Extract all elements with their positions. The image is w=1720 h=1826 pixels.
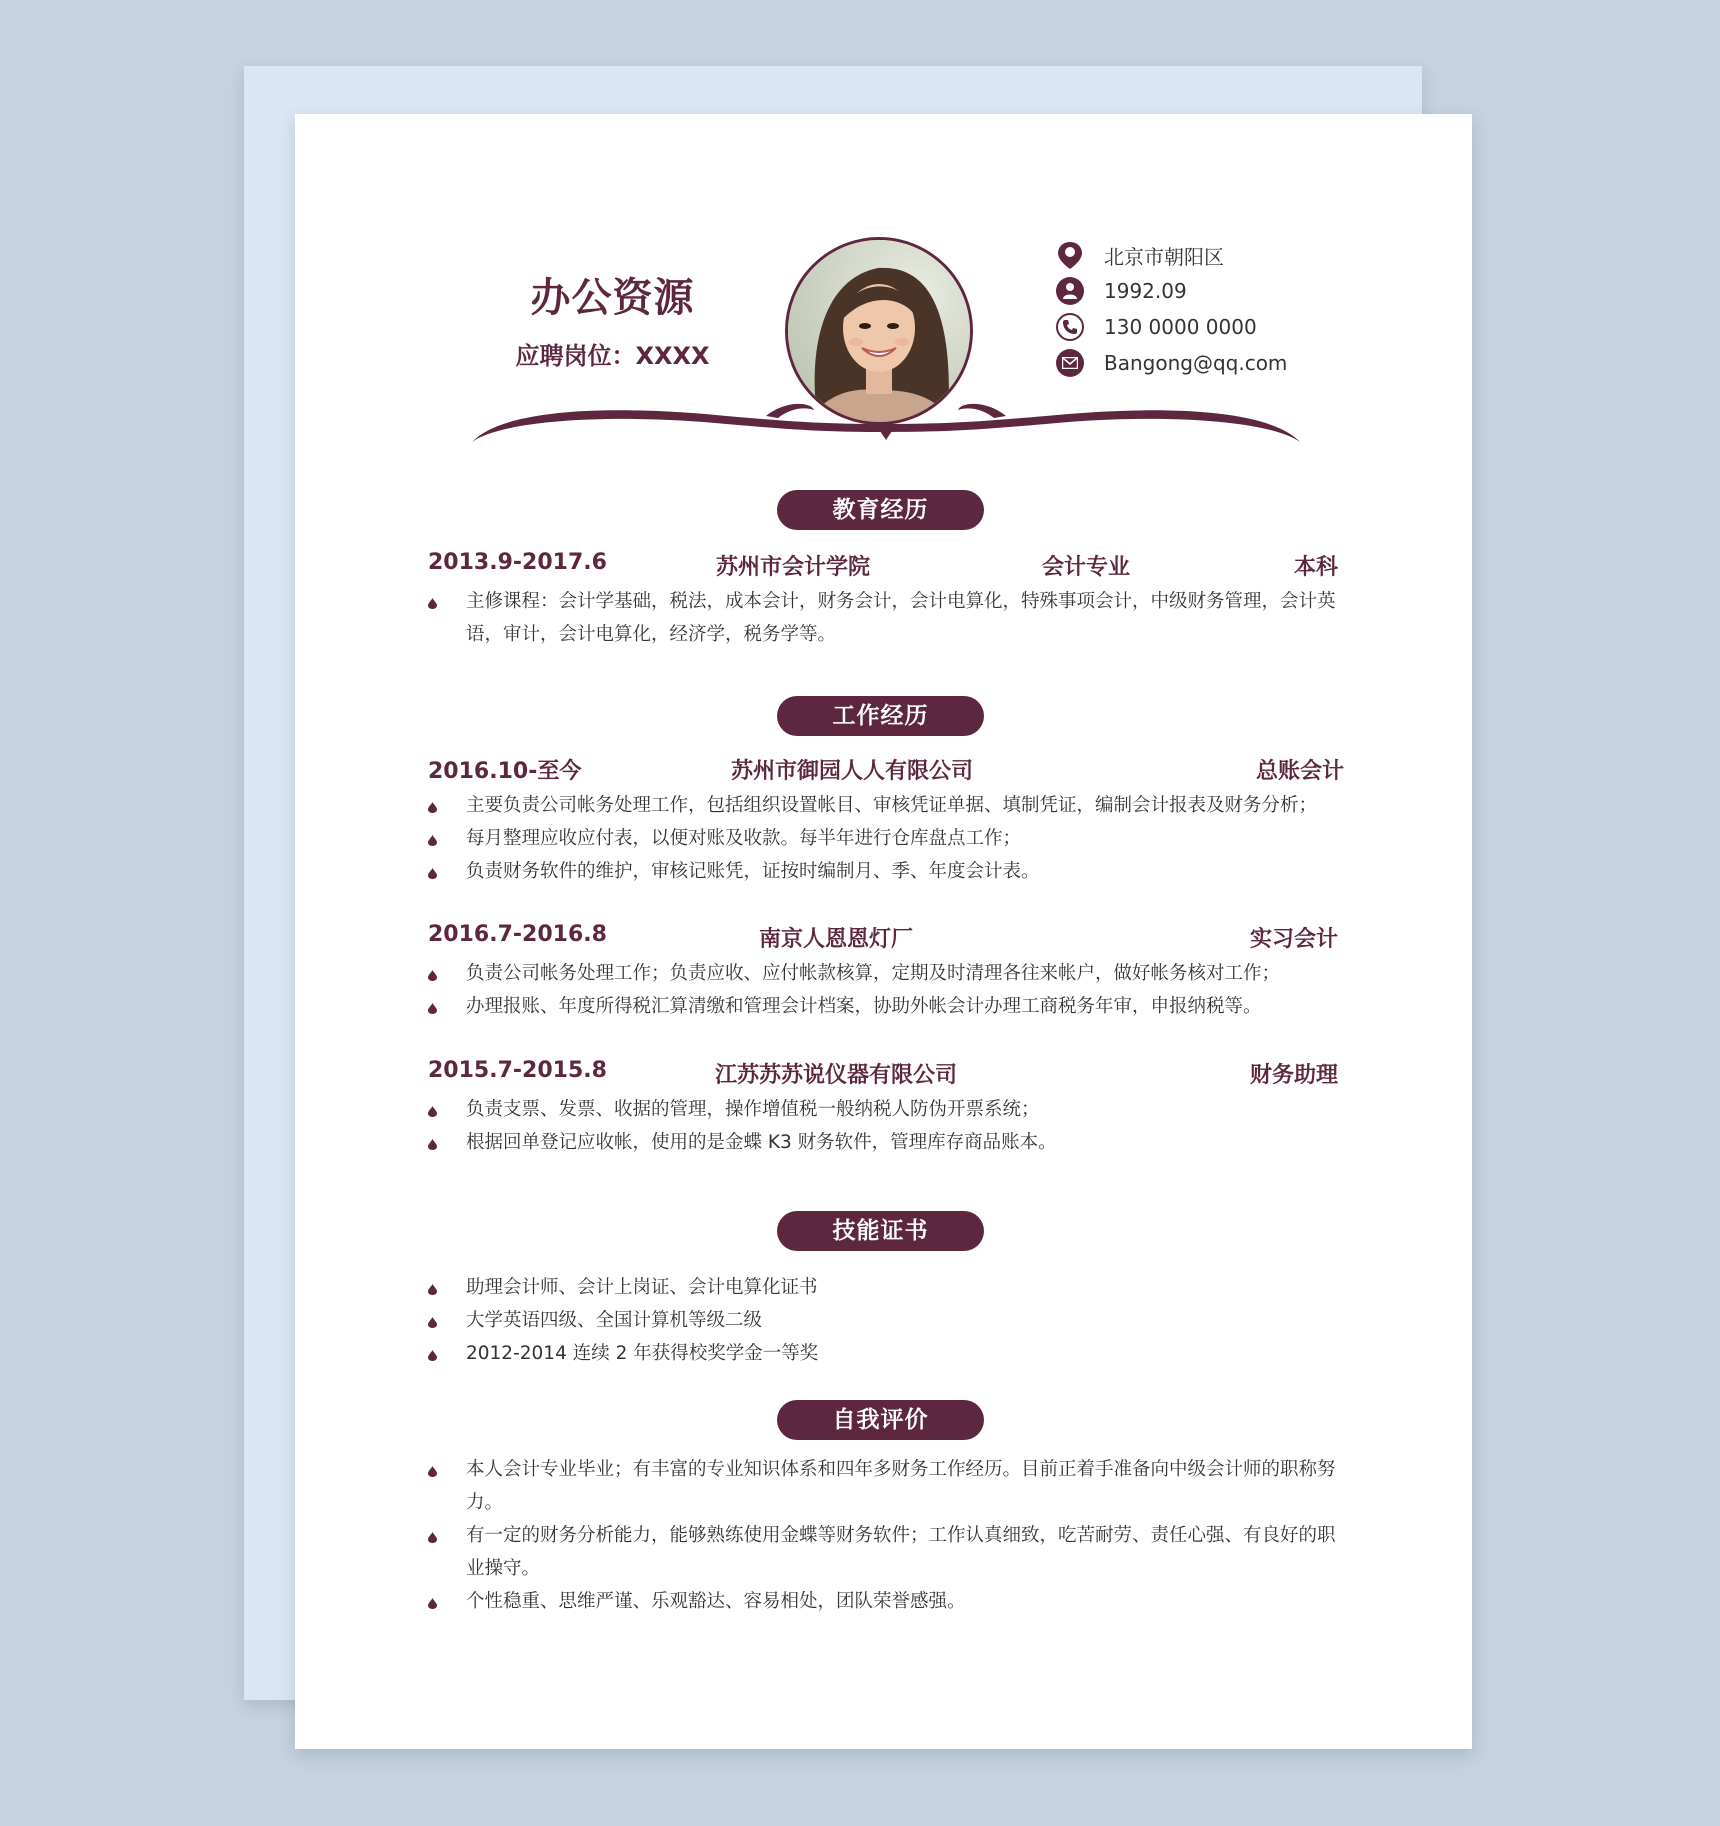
list-item: 负责支票、发票、收据的管理，操作增值税一般纳税人防伪开票系统；	[428, 1093, 1348, 1126]
education-details	[428, 585, 1348, 651]
mail-icon	[1056, 349, 1084, 377]
work-role: 实习会计	[1250, 927, 1339, 952]
work-details-3	[428, 1093, 1348, 1159]
list-item: 根据回单登记应收帐，使用的是金蝶 K3 财务软件，管理库存商品账本。	[428, 1126, 1348, 1159]
list-item: 大学英语四级、全国计算机等级二级	[428, 1304, 1348, 1337]
bullet-icon	[428, 1284, 437, 1295]
education-school: 苏州市会计学院	[716, 555, 871, 580]
bullet-icon	[428, 1003, 437, 1014]
contact-phone	[1056, 309, 1416, 345]
contact-phone-text: 130 0000 0000	[1104, 315, 1257, 339]
work-period: 2016.10-至今	[428, 759, 582, 784]
list-item: 2012-2014 连续 2 年获得校奖学金一等奖	[428, 1337, 1348, 1370]
work-entry-header-1	[428, 754, 1345, 786]
bullet-icon	[428, 598, 437, 609]
bullet-icon	[428, 1532, 437, 1543]
bullet-icon	[428, 835, 437, 846]
work-role: 总账会计	[1256, 759, 1345, 784]
work-entry-header-3	[428, 1058, 1340, 1090]
self-evaluation-list	[428, 1453, 1348, 1618]
list-item: 本人会计专业毕业；有丰富的专业知识体系和四年多财务工作经历。目前正着手准备向中级会计师的职称努力。	[428, 1453, 1348, 1519]
work-company: 苏州市御园人人有限公司	[731, 759, 974, 784]
work-company: 江苏苏苏说仪器有限公司	[715, 1063, 958, 1088]
education-period: 2013.9-2017.6	[428, 550, 607, 575]
contact-birthdate-text: 1992.09	[1104, 279, 1187, 303]
work-entry-header-2	[428, 922, 1340, 954]
work-period: 2015.7-2015.8	[428, 1058, 607, 1083]
contact-address-text: 北京市朝阳区	[1104, 244, 1224, 269]
contact-address	[1056, 237, 1416, 273]
list-item: 负责公司帐务处理工作；负责应收、应付帐款核算，定期及时清理各往来帐户，做好帐务核对工作；	[428, 957, 1348, 990]
list-item: 主修课程：会计学基础，税法，成本会计，财务会计，会计电算化，特殊事项会计，中级财务管理，会计英语，审计，会计电算化，经济学，税务学等。	[428, 585, 1348, 651]
bullet-icon	[428, 1350, 437, 1361]
work-company: 南京人恩恩灯厂	[759, 927, 914, 952]
section-title-self-evaluation: 自我评价	[777, 1400, 984, 1440]
bullet-icon	[428, 868, 437, 879]
bullet-icon	[428, 1466, 437, 1477]
contact-email-text: Bangong@qq.com	[1104, 351, 1288, 375]
education-entry-header	[428, 550, 1340, 582]
contact-birthdate	[1056, 273, 1416, 309]
contact-info	[1056, 237, 1416, 381]
section-title-education: 教育经历	[777, 490, 984, 530]
list-item: 办理报账、年度所得税汇算清缴和管理会计档案，协助外帐会计办理工商税务年审，申报纳税等。	[428, 990, 1348, 1023]
bullet-icon	[428, 802, 437, 813]
bullet-icon	[428, 970, 437, 981]
contact-email	[1056, 345, 1416, 381]
section-title-skills: 技能证书	[777, 1211, 984, 1251]
list-item: 有一定的财务分析能力，能够熟练使用金蝶等财务软件；工作认真细致，吃苦耐劳、责任心强、有良好的职业操守。	[428, 1519, 1348, 1585]
list-item: 每月整理应收应付表，以便对账及收款。每半年进行仓库盘点工作；	[428, 822, 1348, 855]
list-item: 负责财务软件的维护，审核记账凭，证按时编制月、季、年度会计表。	[428, 855, 1348, 888]
bullet-icon	[428, 1139, 437, 1150]
work-period: 2016.7-2016.8	[428, 922, 607, 947]
applied-position: 应聘岗位：XXXX	[515, 342, 710, 370]
education-degree: 本科	[1294, 555, 1339, 580]
header-ornament	[466, 388, 1306, 448]
list-item: 主要负责公司帐务处理工作，包括组织设置帐目、审核凭证单据、填制凭证，编制会计报表及财务分析；	[428, 789, 1348, 822]
work-details-2	[428, 957, 1348, 1023]
bullet-icon	[428, 1598, 437, 1609]
bullet-icon	[428, 1317, 437, 1328]
phone-icon	[1056, 313, 1084, 341]
skills-list	[428, 1271, 1348, 1370]
location-pin-icon	[1056, 241, 1084, 269]
bullet-icon	[428, 1106, 437, 1117]
section-title-work: 工作经历	[777, 696, 984, 736]
education-major: 会计专业	[1042, 555, 1131, 580]
candidate-name: 办公资源	[530, 275, 695, 321]
work-role: 财务助理	[1250, 1063, 1339, 1088]
person-icon	[1056, 277, 1084, 305]
list-item: 助理会计师、会计上岗证、会计电算化证书	[428, 1271, 1348, 1304]
list-item: 个性稳重、思维严谨、乐观豁达、容易相处，团队荣誉感强。	[428, 1585, 1348, 1618]
work-details-1	[428, 789, 1348, 888]
